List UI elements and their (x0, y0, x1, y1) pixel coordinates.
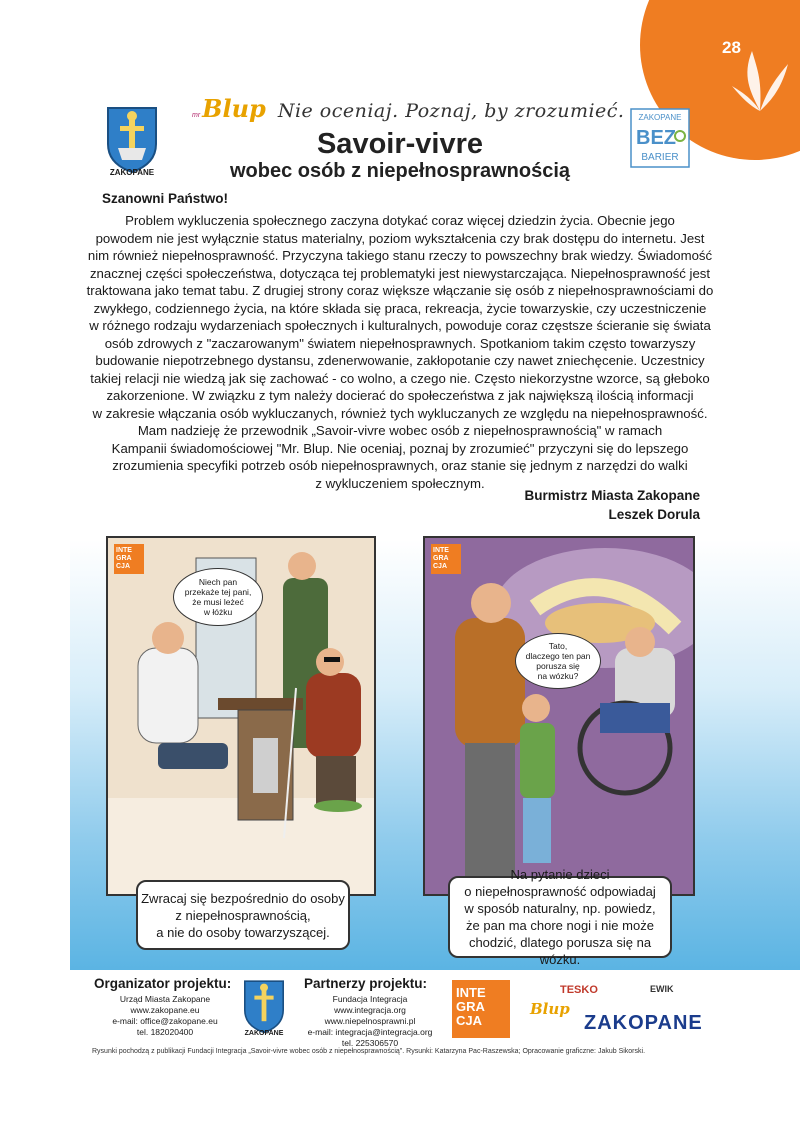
caption-wheelchair (448, 867, 672, 967)
page-title: Savoir-vivre (316, 128, 484, 160)
wheelchair-scene-illustration (425, 538, 695, 896)
partner-line: www.integracja.org (334, 1005, 406, 1015)
signature-title: Burmistrz Miasta Zakopane (524, 488, 700, 503)
letter-line: znacznej części społeczeństwa, dotycząca tej problematyki jest niewystarczająca. Niepełnosprawność jest (89, 265, 711, 281)
bubble-line: dlaczego ten pan (525, 651, 591, 661)
campaign-name: Blup (202, 94, 266, 123)
badge-line: INTE (116, 547, 132, 554)
letter-line: traktowana jako temat tabu. Z drugiej strony coraz większe włączanie się osób z niepełnosprawnościami do (86, 283, 714, 298)
bubble-line: że musi leżeć (192, 597, 244, 607)
integracja-logo (452, 980, 510, 1038)
illustration-credits: Rysunki pochodzą z publikacji Fundacji Integracja „Savoir-vivre wobec osób z niepełnosprawnością". Rysunki: Katarzyna Pac-Raszewska; Opracowanie graficzne: Jakub Sikorski. (92, 1048, 646, 1055)
zakopane-crest-icon (240, 978, 288, 1034)
bubble-line: Tato, (548, 641, 568, 651)
campaign-prefix: mr (192, 112, 201, 119)
caption-line: a nie do osoby towarzyszącej. (156, 924, 330, 940)
caption-line: chodzić, dlatego porusza się na wózku. (468, 935, 652, 967)
logo-line: CJA (456, 1013, 483, 1028)
bez-logo-line2: BEZ (636, 127, 676, 149)
mr-blup-logo: Blup (530, 1000, 570, 1018)
comic-panel-doctor (106, 536, 376, 896)
badge-line: GRA (433, 555, 449, 562)
badge-line: CJA (116, 563, 131, 570)
letter-line: budowanie niepotrzebnego dystansu, zdenerwowanie, zakłopotanie czy nawet zniechęcenie. Uczestnicy (95, 353, 705, 368)
crest-label: ZAKOPANE (244, 1030, 284, 1037)
letter-line: w różnego rodzaju wydarzeniach społecznych i kulturalnych, powoduje coraz częstsze ścieranie się świata (89, 318, 711, 333)
speech-bubble-child (515, 633, 601, 689)
signature-name: Leszek Dorula (608, 507, 700, 522)
integracja-badge (114, 544, 144, 574)
badge-line: GRA (116, 555, 132, 562)
partner-line: e-mail: integracja@integracja.org (307, 1027, 433, 1037)
logo-line: GRA (456, 999, 485, 1014)
logo-line: INTE (456, 985, 486, 1000)
speech-bubble-doctor (173, 568, 263, 626)
letter-line: Problem wykluczenia społecznego zaczyna dotykać coraz więcej dziedzin życia. Obecnie jego (125, 213, 675, 228)
tesko-logo: TESKO (560, 984, 598, 996)
zakopane-wordmark-logo: ZAKOPANE (584, 1012, 703, 1034)
letter-line: z wykluczeniem społecznym. (315, 475, 485, 491)
leaf-icon (730, 36, 790, 116)
partner-line: Fundacja Integracja (332, 994, 408, 1004)
partner-line: tel. 225306570 (341, 1038, 399, 1048)
organizer-line: Urząd Miasta Zakopane (119, 994, 211, 1004)
letter-line: osób zdrowych z "zaczarowanym" światem niepełnosprawnych. Spotkaniom takim często towarzyszy (104, 335, 696, 351)
letter-line: nim również niepełnosprawność. Przyczyna takiego stanu rzeczy to powszechny brak wiedzy. Świadomość (87, 248, 713, 263)
bubble-line: porusza się (536, 661, 580, 671)
bez-logo-line1: ZAKOPANE (638, 113, 682, 122)
integracja-badge (431, 544, 461, 574)
letter-line: powodem nie jest wyłącznie status materialny, poziom wykształcenia czy brak dostępu do internetu. Jest (95, 230, 705, 246)
bez-barier-logo (630, 108, 690, 168)
letter-line: Kampanii świadomościowej "Mr. Blup. Nie oceniaj, poznaj by zrozumieć" przyczyni się do lepszego (111, 440, 689, 456)
comic-panel-wheelchair (423, 536, 695, 896)
caption-doctor (136, 880, 350, 950)
bubble-line: na wózku? (537, 671, 579, 681)
organizer-line: tel. 182020400 (136, 1027, 194, 1037)
caption-line: Zwracaj się bezpośrednio do osoby (141, 890, 345, 906)
letter-body (82, 212, 718, 492)
bez-logo-line3: BARIER (641, 152, 679, 163)
bubble-line: Niech pan (198, 577, 238, 587)
letter-line: zrozumienia specyfiki potrzeb osób niepełnosprawnych, oraz stanie się jednym z narzędzi do walki (112, 458, 688, 473)
caption-line: Na pytanie dzieci (510, 867, 610, 882)
campaign-slogan-row (192, 94, 624, 123)
campaign-slogan: Nie oceniaj. Poznaj, by zrozumieć. (277, 100, 625, 122)
organizer-line: www.zakopane.eu (130, 1005, 200, 1015)
zakopane-crest-icon (104, 104, 160, 174)
bubble-line: w łóżku (203, 607, 233, 617)
badge-line: CJA (433, 563, 448, 570)
partner-details (300, 994, 440, 1049)
letter-line: Mam nadzieję że przewodnik „Savoir-vivre wobec osób z niepełnosprawnością" w ramach (137, 423, 663, 438)
badge-line: INTE (433, 547, 449, 554)
organizer-details (100, 994, 230, 1038)
letter-line: zakorzenione. W związku z tym należy docierać do społeczeństwa z jak największą ilością informacji (106, 388, 694, 403)
organizer-heading: Organizator projektu: (94, 976, 232, 991)
letter-line: zwykłego, codziennego życia, na które składa się praca, rekreacja, życie towarzyskie, czy uczestniczenie (93, 300, 707, 316)
organizer-line: e-mail: office@zakopane.eu (112, 1016, 218, 1026)
crest-label: ZAKOPANE (109, 168, 155, 177)
partner-line: www.niepelnosprawni.pl (324, 1016, 416, 1026)
caption-line: w sposób naturalny, np. powiedz, (464, 901, 656, 916)
letter-greeting: Szanowni Państwo! (102, 191, 229, 206)
page-number: 28 (722, 38, 741, 57)
ewik-logo: EWIK (650, 984, 674, 994)
letter-line: w zakresie włączania osób wykluczanych, również tych wykluczanych ze względu na niepełnosprawność. (92, 405, 708, 421)
caption-line: że pan ma chore nogi i nie może (466, 918, 654, 933)
partners-heading: Partnerzy projektu: (304, 976, 428, 991)
page-subtitle: wobec osób z niepełnosprawnością (229, 160, 571, 182)
letter-line: takiej relacji nie wiedzą jak się zachować - co wolno, a czego nie. Często niekorzystne wzorce, są głeboko (90, 370, 710, 386)
bubble-line: przekaże tej pani, (184, 587, 252, 597)
caption-line: z niepełnosprawnością, (175, 907, 311, 923)
caption-line: o niepełnosprawność odpowiadaj (464, 884, 656, 899)
